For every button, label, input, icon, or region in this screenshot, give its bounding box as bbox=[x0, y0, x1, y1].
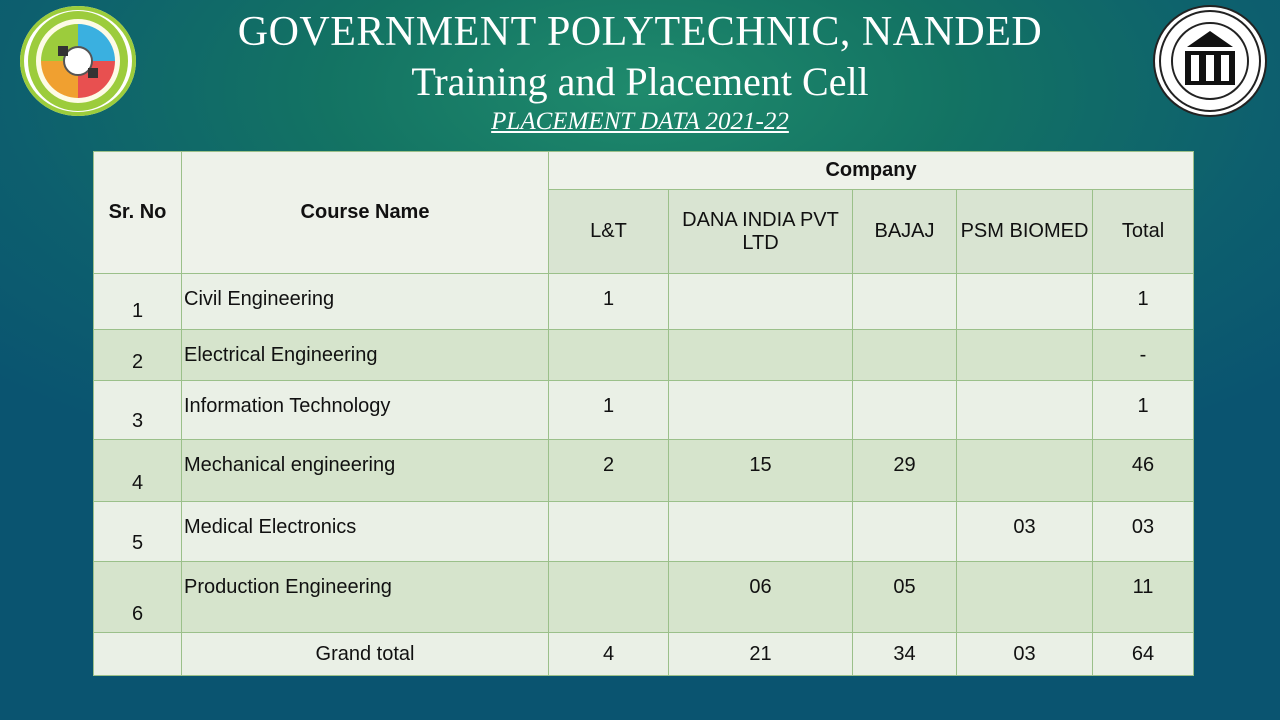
sr-cell bbox=[94, 633, 182, 676]
placement-table bbox=[93, 151, 1194, 676]
grand-total-cell: 64 bbox=[1093, 633, 1194, 676]
table-row bbox=[94, 440, 1194, 502]
table-row bbox=[94, 562, 1194, 633]
page-subtitle: PLACEMENT DATA 2021-22 bbox=[491, 108, 789, 135]
dana-cell: 06 bbox=[669, 562, 853, 633]
col-header-srno: Sr. No bbox=[94, 152, 182, 274]
cell-title: Training and Placement Cell bbox=[411, 59, 869, 104]
sr-cell: 6 bbox=[94, 562, 182, 633]
course-cell: Mechanical engineering bbox=[182, 440, 549, 502]
psm-cell bbox=[957, 274, 1093, 330]
course-cell: Civil Engineering bbox=[182, 274, 549, 330]
grand-total-row bbox=[94, 633, 1194, 676]
course-cell: Production Engineering bbox=[182, 562, 549, 633]
bajaj-cell: 29 bbox=[853, 440, 957, 502]
dana-cell: 15 bbox=[669, 440, 853, 502]
dana-cell bbox=[669, 381, 853, 440]
bajaj-cell: 05 bbox=[853, 562, 957, 633]
course-cell: Medical Electronics bbox=[182, 502, 549, 562]
total-cell: 46 bbox=[1093, 440, 1194, 502]
grand-total-label: Grand total bbox=[182, 633, 549, 676]
table-row bbox=[94, 502, 1194, 562]
dana-total-cell: 21 bbox=[669, 633, 853, 676]
institute-title: GOVERNMENT POLYTECHNIC, NANDED bbox=[237, 9, 1043, 55]
dana-cell bbox=[669, 330, 853, 381]
col-header-course: Course Name bbox=[182, 152, 549, 274]
psm-cell: 03 bbox=[957, 502, 1093, 562]
sr-cell: 2 bbox=[94, 330, 182, 381]
col-header-bajaj: BAJAJ bbox=[853, 190, 957, 274]
psm-cell bbox=[957, 562, 1093, 633]
col-header-dana: DANA INDIA PVT LTD bbox=[669, 190, 853, 274]
lt-cell bbox=[549, 330, 669, 381]
bajaj-cell bbox=[853, 274, 957, 330]
table-row bbox=[94, 381, 1194, 440]
col-header-lt: L&T bbox=[549, 190, 669, 274]
sr-cell: 3 bbox=[94, 381, 182, 440]
dana-cell bbox=[669, 274, 853, 330]
total-cell: 1 bbox=[1093, 274, 1194, 330]
table-row bbox=[94, 330, 1194, 381]
lt-cell bbox=[549, 502, 669, 562]
bajaj-cell bbox=[853, 381, 957, 440]
sr-cell: 1 bbox=[94, 274, 182, 330]
bajaj-cell bbox=[853, 502, 957, 562]
col-header-total: Total bbox=[1093, 190, 1194, 274]
lt-cell bbox=[549, 562, 669, 633]
table-row bbox=[94, 274, 1194, 330]
lt-cell: 1 bbox=[549, 381, 669, 440]
slide-header bbox=[0, 0, 1280, 150]
total-cell: - bbox=[1093, 330, 1194, 381]
course-cell: Electrical Engineering bbox=[182, 330, 549, 381]
total-cell: 1 bbox=[1093, 381, 1194, 440]
psm-cell bbox=[957, 381, 1093, 440]
bajaj-cell bbox=[853, 330, 957, 381]
lt-cell: 1 bbox=[549, 274, 669, 330]
col-header-psm: PSM BIOMED bbox=[957, 190, 1093, 274]
dana-cell bbox=[669, 502, 853, 562]
total-cell: 11 bbox=[1093, 562, 1194, 633]
header-row-top bbox=[94, 152, 1194, 190]
col-header-company-group: Company bbox=[549, 152, 1194, 190]
sr-cell: 5 bbox=[94, 502, 182, 562]
lt-cell: 2 bbox=[549, 440, 669, 502]
lt-total-cell: 4 bbox=[549, 633, 669, 676]
sr-cell: 4 bbox=[94, 440, 182, 502]
total-cell: 03 bbox=[1093, 502, 1194, 562]
psm-cell bbox=[957, 330, 1093, 381]
course-cell: Information Technology bbox=[182, 381, 549, 440]
psm-total-cell: 03 bbox=[957, 633, 1093, 676]
bajaj-total-cell: 34 bbox=[853, 633, 957, 676]
psm-cell bbox=[957, 440, 1093, 502]
state-board-logo-icon bbox=[1153, 5, 1267, 117]
